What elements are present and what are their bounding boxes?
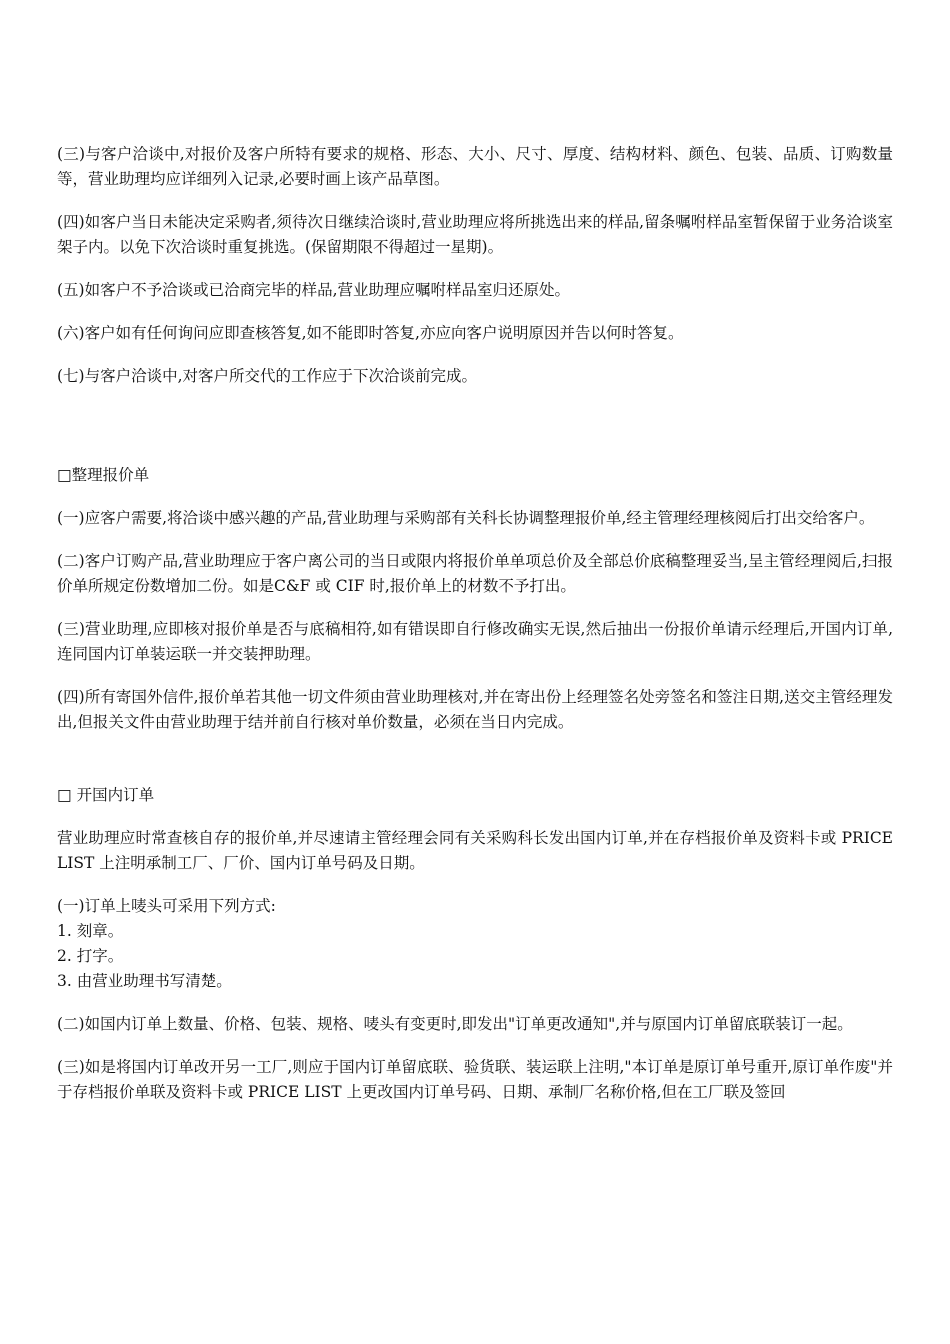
paragraph-b-4: (四)所有寄国外信件,报价单若其他一切文件须由营业助理核对,并在寄出份上经理签名处旁签名和签注日期,送交主管经理发出,但报关文件由营业助理于结并前自行核对单价数量，必须在当日内完成。: [57, 688, 893, 731]
list-item: 2. 打字。: [57, 947, 124, 965]
section-spacer: [57, 753, 893, 783]
paragraph-c-2: (二)如国内订单上数量、价格、包装、规格、唛头有变更时,即发出"订单更改通知",并与原国内订单留底联装订一起。: [57, 1015, 853, 1033]
paragraph-a-4: (四)如客户当日未能决定采购者,须待次日继续洽谈时,营业助理应将所挑选出来的样品,留条嘱咐样品室暂保留于业务洽谈室架子内。以免下次洽谈时重复挑选。(保留期限不得超过一星期)。: [57, 213, 893, 256]
paragraph-c-intro: 营业助理应时常查核自存的报价单,并尽速请主管经理会同有关采购科长发出国内订单,并在存档报价单及资料卡或 PRICE LIST 上注明承制工厂、厂价、国内订单号码及日期。: [57, 829, 893, 872]
section-heading-domestic-order: □ 开国内订单: [57, 786, 155, 804]
marking-methods-list: [57, 894, 893, 994]
list-item: 1. 刻章。: [57, 922, 124, 940]
paragraph-b-2: (二)客户订购产品,营业助理应于客户离公司的当日或限内将报价单单项总价及全部总价底稿整理妥当,呈主管经理阅后,扫报价单所规定份数增加二份。如是C&F 或 CIF 时,报价单上的材数不予打出。: [57, 552, 893, 595]
paragraph-c-3: (三)如是将国内订单改开另一工厂,则应于国内订单留底联、验货联、装运联上注明,"本订单是原订单号重开,原订单作废"并于存档报价单联及资料卡或 PRICE LIST 上更改国内订单号码、日期、承制厂名称价格,但在工厂联及签回: [57, 1058, 893, 1101]
section-spacer: [57, 407, 893, 463]
paragraph-a-6: (六)客户如有任何询问应即查核答复,如不能即时答复,亦应向客户说明原因并告以何时答复。: [57, 324, 684, 342]
list-item: 3. 由营业助理书写清楚。: [57, 972, 232, 990]
document-page: [57, 142, 893, 1123]
paragraph-a-7: (七)与客户洽谈中,对客户所交代的工作应于下次洽谈前完成。: [57, 367, 478, 385]
paragraph-b-1: (一)应客户需要,将洽谈中感兴趣的产品,营业助理与采购部有关科长协调整理报价单,经主管理经理核阅后打出交给客户。: [57, 509, 875, 527]
paragraph-b-3: (三)营业助理,应即核对报价单是否与底稿相符,如有错误即自行修改确实无误,然后抽出一份报价单请示经理后,开国内订单,连同国内订单装运联一并交装押助理。: [57, 620, 893, 663]
paragraph-a-3: (三)与客户洽谈中,对报价及客户所特有要求的规格、形态、大小、尺寸、厚度、结构材料、颜色、包装、品质、订购数量等，营业助理均应详细列入记录,必要时画上该产品草图。: [57, 145, 893, 188]
paragraph-a-5: (五)如客户不予洽谈或已洽商完毕的样品,营业助理应嘱咐样品室归还原处。: [57, 281, 571, 299]
list-title: (一)订单上唛头可采用下列方式:: [57, 897, 276, 915]
section-heading-quotation: □整理报价单: [57, 466, 150, 484]
